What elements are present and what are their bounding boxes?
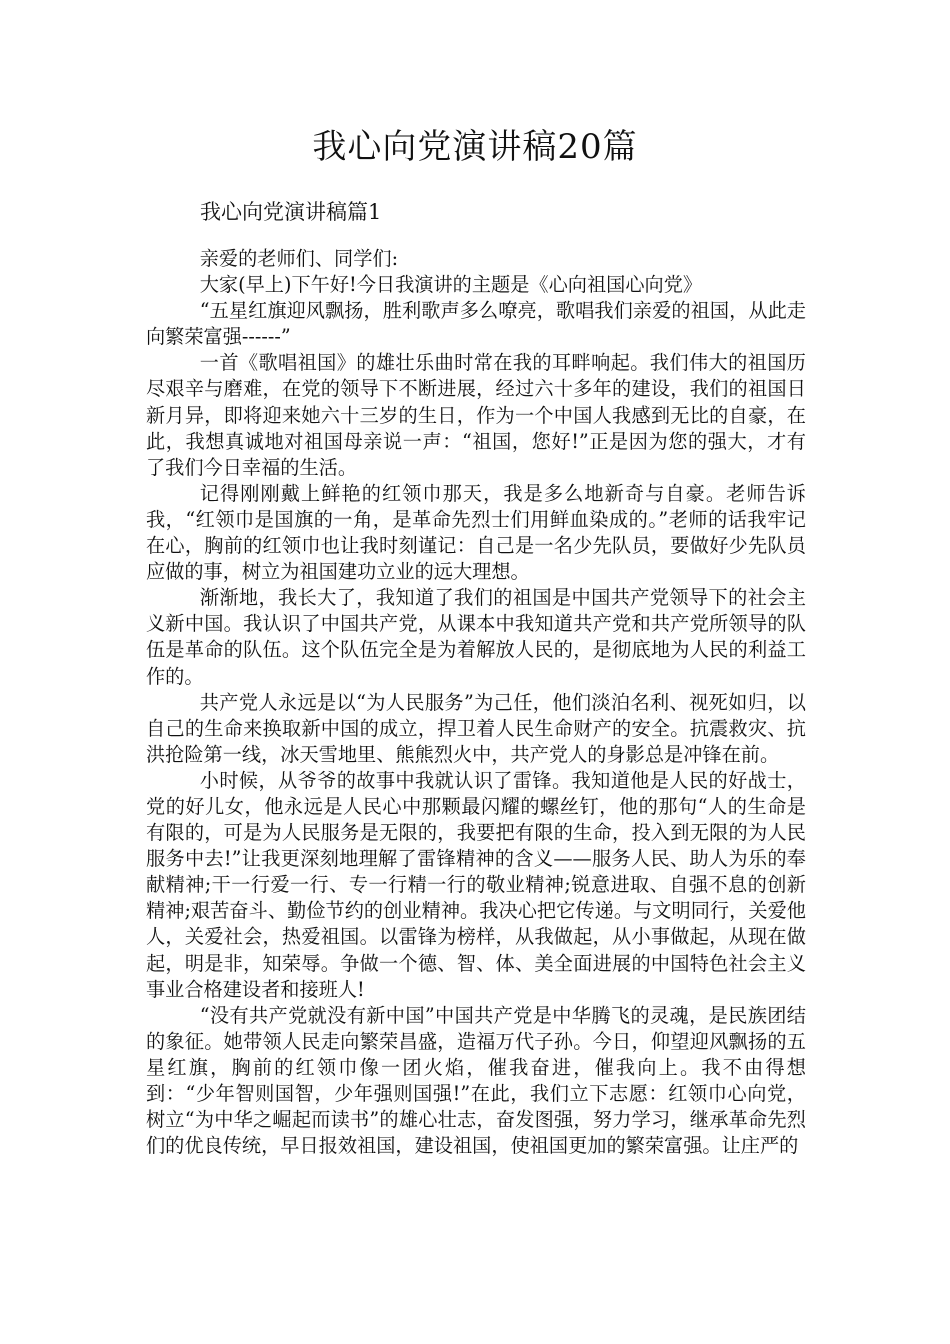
speech-body: [146, 246, 806, 1159]
body-paragraph: 记得刚刚戴上鲜艳的红领巾那天，我是多么地新奇与自豪。老师告诉我，“红领巾是国旗的一角，是革命先烈士们用鲜血染成的。”老师的话我牢记在心，胸前的红领巾也让我时刻谨记：自己是一名少先队员，要做好少先队员应做的事，树立为祖国建功立业的远大理想。: [146, 481, 806, 584]
body-paragraph: 共产党人永远是以“为人民服务”为己任，他们淡泊名利、视死如归，以自己的生命来换取新中国的成立，捍卫着人民生命财产的安全。抗震救灾、抗洪抢险第一线，冰天雪地里、熊熊烈火中，共产党人的身影总是冲锋在前。: [146, 690, 806, 766]
body-paragraph: 渐渐地，我长大了，我知道了我们的祖国是中国共产党领导下的社会主义新中国。我认识了中国共产党，从课本中我知道共产党和共产党所领导的队伍是革命的队伍。这个队伍完全是为着解放人民的，是彻底地为人民的利益工作的。: [146, 586, 806, 688]
body-paragraph: “没有共产党就没有新中国”中国共产党是中华腾飞的灵魂，是民族团结的象征。她带领人民走向繁荣昌盛，造福万代子孙。今日，仰望迎风飘扬的五星红旗，胸前的红领巾像一团火焰，催我奋进，催我向上。我不由得想到：“少年智则国智，少年强则国强!”在此，我们立下志愿：红领巾心向党，树立“为中华之崛起而读书”的雄心壮志，奋发图强，努力学习，继承革命先烈们的优良传统，早日报效祖国，建设祖国，使祖国更加的繁荣富强。让庄严的: [146, 1003, 806, 1158]
salutation-paragraph: 亲爱的老师们、同学们:: [199, 247, 399, 270]
body-paragraph: 大家(早上)下午好!今日我演讲的主题是《心向祖国心向党》: [199, 273, 703, 297]
document-title: 我心向党演讲稿20篇: [312, 127, 638, 167]
body-paragraph: 小时候，从爷爷的故事中我就认识了雷锋。我知道他是人民的好战士，党的好儿女，他永远是人民心中那颗最闪耀的螺丝钉，他的那句“人的生命是有限的，可是为人民服务是无限的，我要把有限的生命，投入到无限的为人民服务中去!”让我更深刻地理解了雷锋精神的含义——服务人民、助人为乐的奉献精神;干一行爱一行、专一行精一行的敬业精神;锐意进取、自强不息的创新精神;艰苦奋斗、勤俭节约的创业精神。我决心把它传递。与文明同行，关爱他人，关爱社会，热爱祖国。以雷锋为榜样，从我做起，从小事做起，从现在做起，明是非，知荣辱。争做一个德、智、体、美全面进展的中国特色社会主义事业合格建设者和接班人!: [146, 768, 806, 1001]
body-paragraph: “五星红旗迎风飘扬，胜利歌声多么嘹亮，歌唱我们亲爱的祖国，从此走向繁荣富强------”: [146, 299, 806, 349]
body-paragraph: 一首《歌唱祖国》的雄壮乐曲时常在我的耳畔响起。我们伟大的祖国历尽艰辛与磨难，在党的领导下不断进展，经过六十多年的建设，我们的祖国日新月异，即将迎来她六十三岁的生日，作为一个中国人我感到无比的自豪，在此，我想真诚地对祖国母亲说一声：“祖国，您好!”正是因为您的强大，才有了我们今日幸福的生活。: [146, 351, 806, 479]
section-heading: 我心向党演讲稿篇1: [200, 200, 382, 224]
